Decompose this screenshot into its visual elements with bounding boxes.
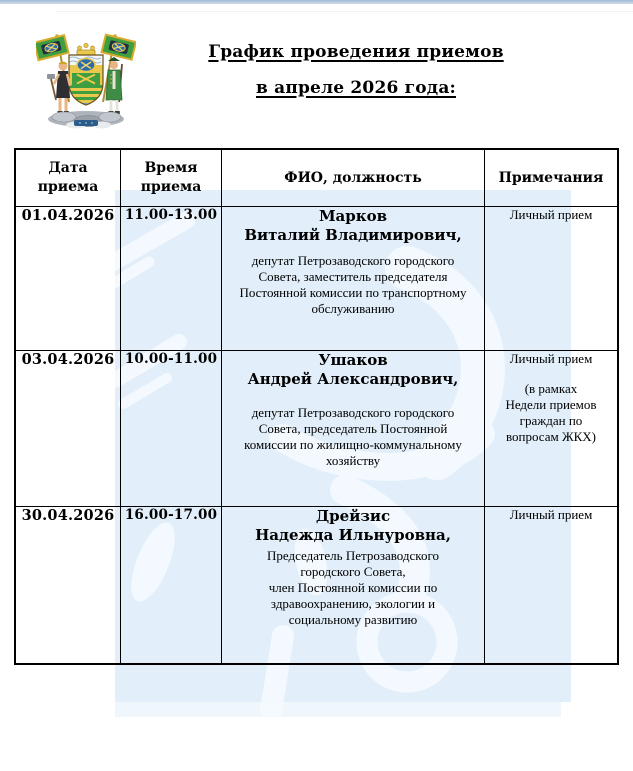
table-row-3-date	[16, 507, 121, 663]
table-row-2-name	[222, 351, 485, 507]
left-flag-icon	[36, 35, 69, 60]
person-given-names: Андрей Александрович,	[247, 370, 459, 388]
table-row-3-note	[485, 507, 617, 663]
header-time-line2: приема	[140, 179, 202, 195]
header-notes-line1: Примечания	[498, 169, 604, 186]
reception-time: 16.00-17.00	[124, 507, 218, 523]
header-date-line2: приема	[37, 179, 99, 195]
table-row-1-time	[121, 207, 222, 351]
person-surname: Ушаков	[318, 351, 388, 369]
table-row-1-date	[16, 207, 121, 351]
table-row-3-name	[222, 507, 485, 663]
document-titles	[140, 42, 572, 98]
table-row-1-name	[222, 207, 485, 351]
table-row-2-date	[16, 351, 121, 507]
header-cell-date	[16, 150, 121, 207]
person-surname: Марков	[318, 207, 388, 225]
header-date-line1: Дата	[48, 160, 88, 176]
rocky-base	[48, 111, 124, 129]
reception-date: 03.04.2026	[21, 351, 115, 368]
person-given-names: Надежда Ильнуровна,	[255, 526, 451, 544]
reception-time: 11.00-13.00	[124, 207, 218, 223]
reception-note: Личный прием	[509, 207, 593, 222]
document-header	[0, 0, 633, 145]
schedule-table	[14, 148, 619, 665]
header-time-line1: Время	[144, 160, 198, 176]
person-given-names: Виталий Владимирович,	[244, 226, 462, 244]
header-name-line1: ФИО, должность	[284, 169, 422, 186]
table-row-2-note	[485, 351, 617, 507]
person-position: депутат Петрозаводского городского Совета, заместитель председателя Постоянной комиссии по транспортному обслуживанию	[239, 253, 467, 316]
reception-date: 01.04.2026	[21, 207, 115, 224]
reception-date: 30.04.2026	[21, 507, 115, 524]
person-position: Председатель Петрозаводского городского Совета,	[267, 548, 439, 579]
header-cell-name	[222, 150, 485, 207]
coat-of-arms-icon	[36, 28, 136, 134]
table-row-3-time	[121, 507, 222, 663]
person-position: депутат Петрозаводского городского Совета, председатель Постоянной комиссии по жилищно-коммунальному хозяйству	[244, 405, 462, 468]
reception-note: Личный прием	[509, 351, 593, 366]
table-row-2-time	[121, 351, 222, 507]
reception-note: Личный прием	[509, 507, 593, 522]
page-title-line2: в апреле 2026 года:	[255, 78, 457, 98]
right-flag-icon	[102, 35, 136, 60]
person-position-extra: член Постоянной комиссии по здравоохранению, экологии и социальному развитию	[268, 580, 438, 627]
reception-time: 10.00-11.00	[124, 351, 218, 367]
soldier-supporter-icon	[106, 57, 122, 114]
worker-supporter-icon	[47, 62, 70, 115]
page-title-line1: График проведения приемов	[208, 42, 504, 62]
table-row-1-note	[485, 207, 617, 351]
reception-note-extra: (в рамках Недели приемов граждан по вопросам ЖКХ)	[505, 381, 597, 444]
header-cell-time	[121, 150, 222, 207]
crown-icon	[77, 43, 95, 55]
header-cell-notes	[485, 150, 617, 207]
shield-icon	[69, 55, 103, 113]
person-surname: Дрейзис	[315, 507, 391, 525]
